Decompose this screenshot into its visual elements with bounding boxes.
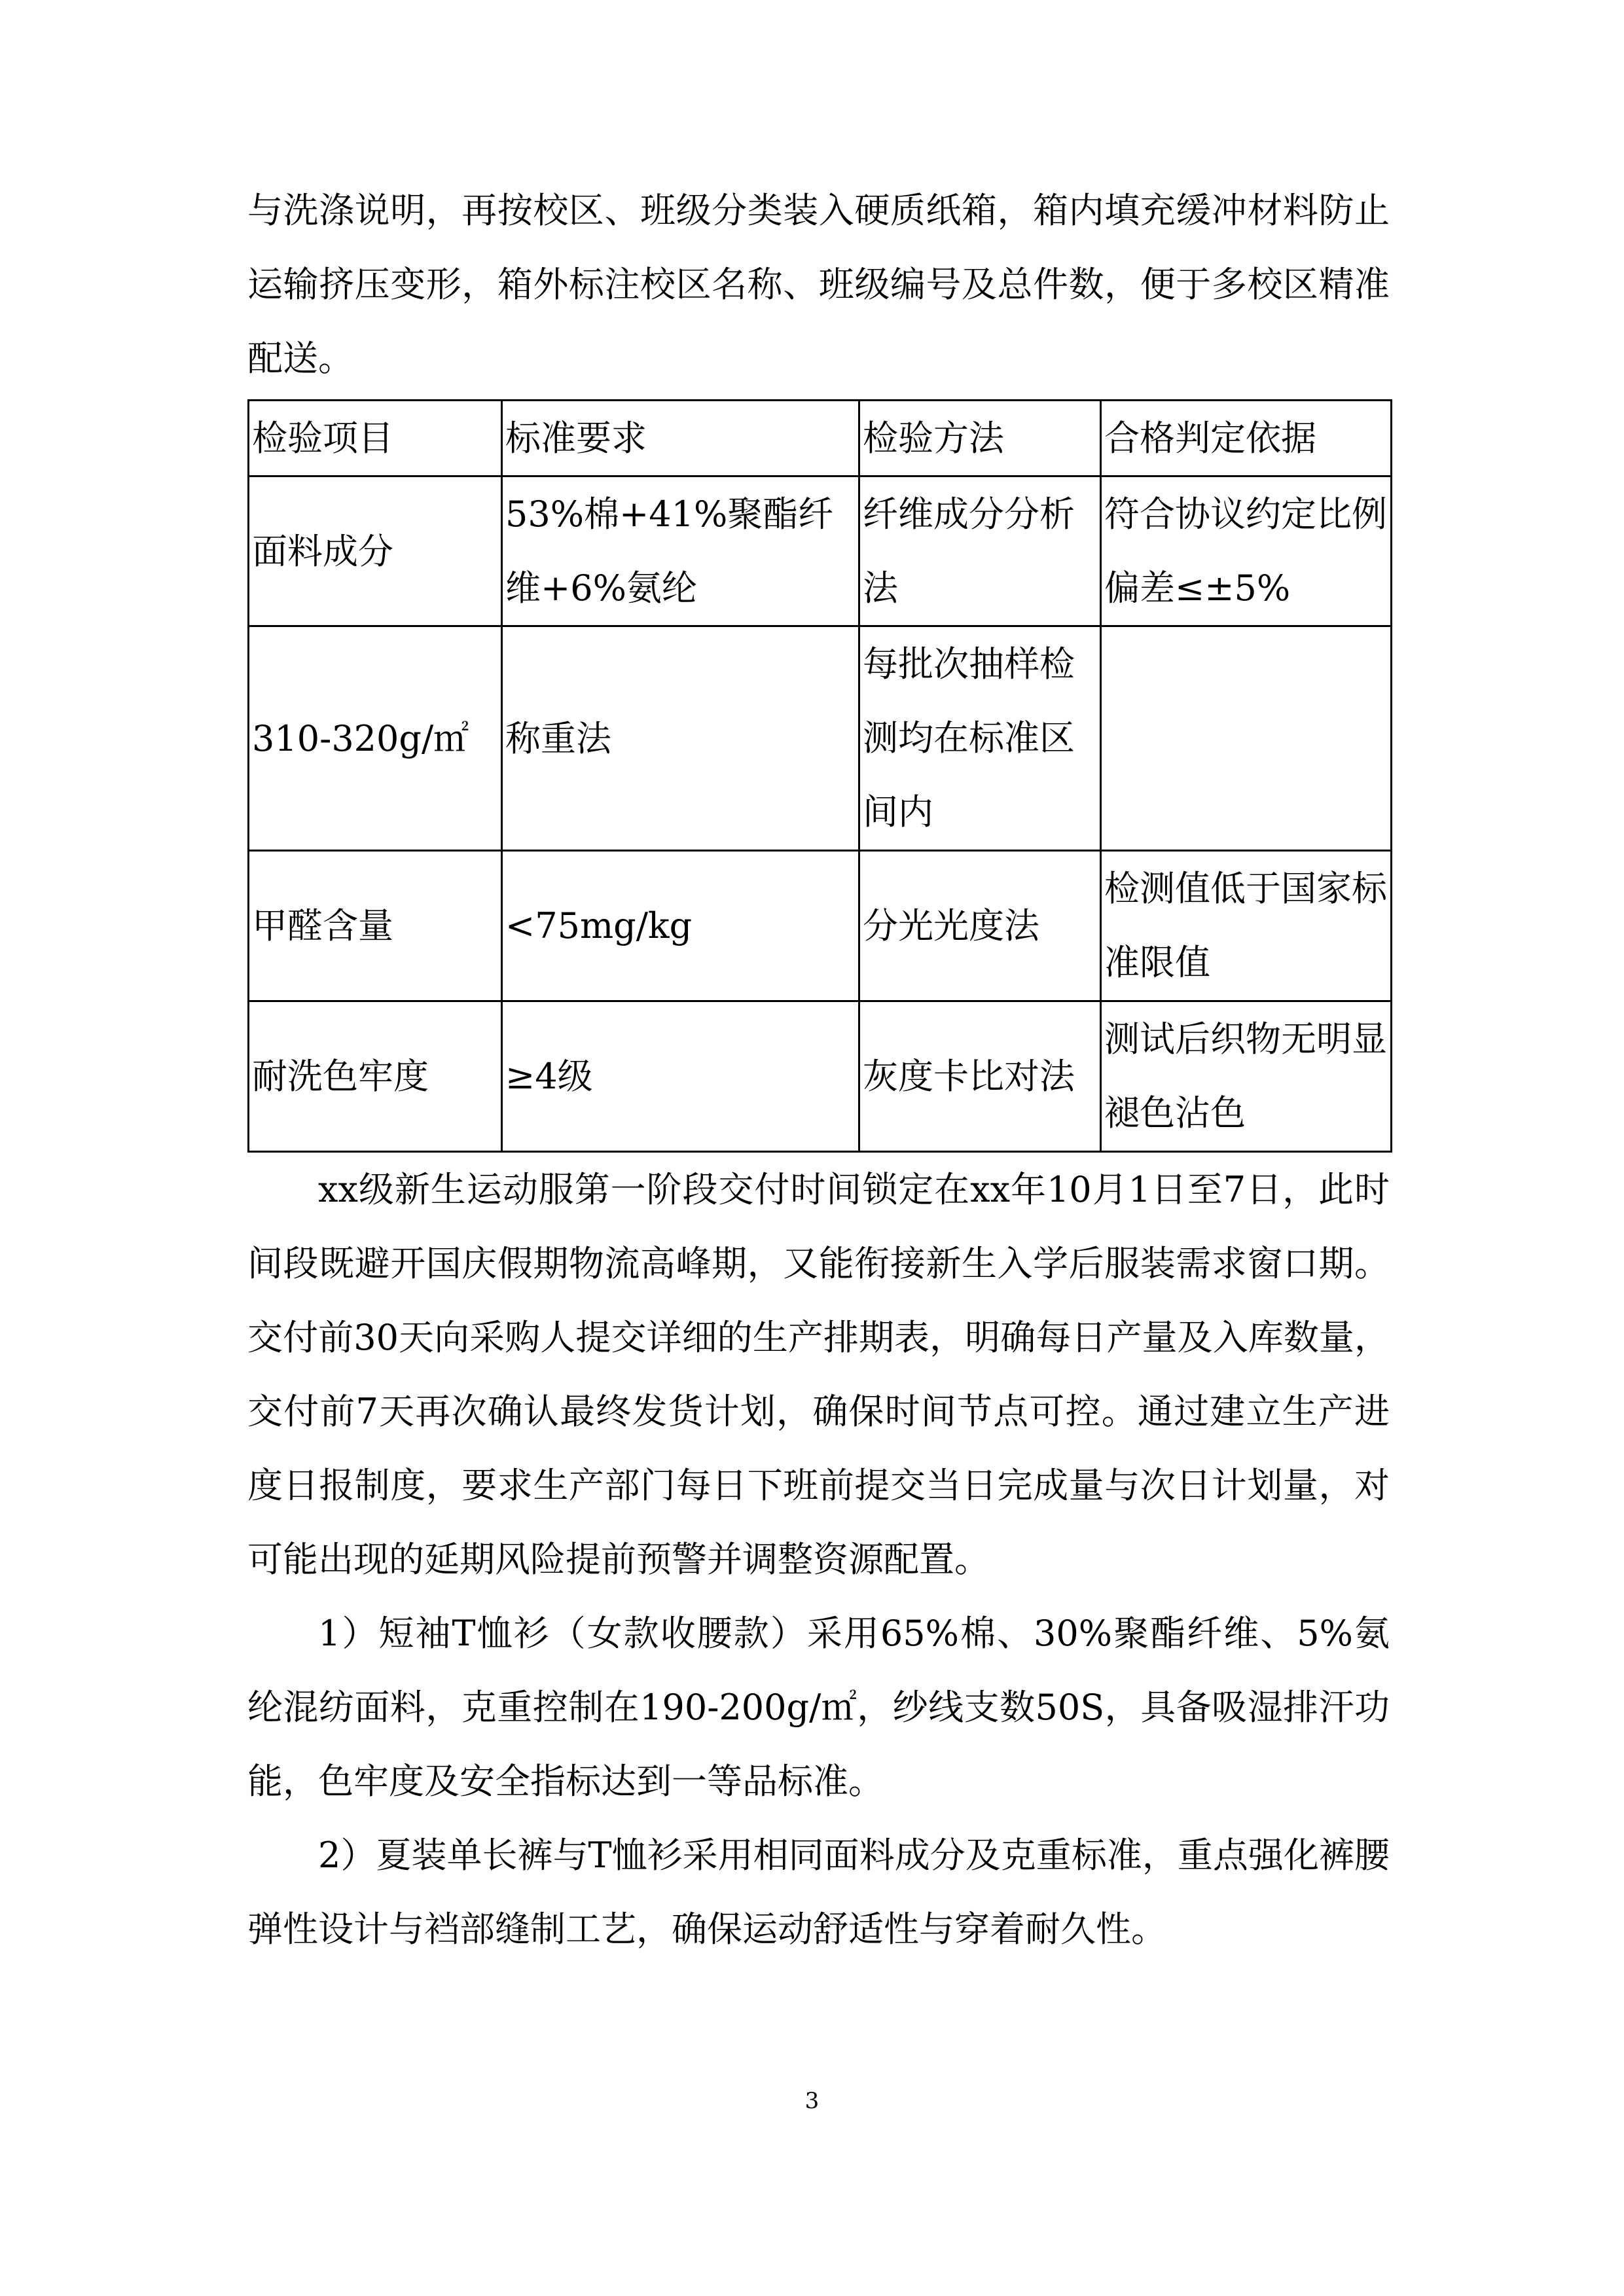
table-cell: 分光光度法 <box>859 851 1101 1001</box>
header-inspection-method: 检验方法 <box>859 401 1101 476</box>
intro-paragraph: 与洗涤说明，再按校区、班级分类装入硬质纸箱，箱内填充缓冲材料防止运输挤压变形，箱外标注校区名称、班级编号及总件数，便于多校区精准配送。 <box>247 190 1390 379</box>
pants-spec-paragraph: 2）夏装单长裤与T恤衫采用相同面料成分及克重标准，重点强化裤腰弹性设计与裆部缝制工艺，确保运动舒适性与穿着耐久性。 <box>247 1835 1390 1950</box>
table-row <box>249 626 1392 851</box>
header-acceptance-basis: 合格判定依据 <box>1101 401 1392 476</box>
table-cell: 面料成分 <box>249 476 502 626</box>
table-cell: ≥4级 <box>502 1001 859 1152</box>
table-cell: 53%棉+41%聚酯纤维+6%氨纶 <box>502 476 859 626</box>
table-cell: 检测值低于国家标准限值 <box>1101 851 1392 1001</box>
table-cell <box>1101 626 1392 851</box>
inspection-table <box>247 399 1392 1153</box>
table-cell: 每批次抽样检测均在标准区间内 <box>859 626 1101 851</box>
table-cell: 符合协议约定比例偏差≤±5% <box>1101 476 1392 626</box>
table-cell: <75mg/kg <box>502 851 859 1001</box>
table-cell: 灰度卡比对法 <box>859 1001 1101 1152</box>
delivery-paragraph: xx级新生运动服第一阶段交付时间锁定在xx年10月1日至7日，此时间段既避开国庆假期物流高峰期，又能衔接新生入学后服装需求窗口期。交付前30天向采购人提交详细的生产排期表，明确每日产量及入库数量，交付前7天再次确认最终发货计划，确保时间节点可控。通过建立生产进度日报制度，要求生产部门每日下班前提交当日完成量与次日计划量，对可能出现的延期风险提前预警并调整资源配置。 <box>247 1169 1390 1580</box>
table-row <box>249 1001 1392 1152</box>
table-header-row <box>249 401 1392 476</box>
table-cell: 310-320g/㎡ <box>249 626 502 851</box>
table-cell: 甲醛含量 <box>249 851 502 1001</box>
page-number: 3 <box>804 2088 820 2114</box>
table-cell: 耐洗色牢度 <box>249 1001 502 1152</box>
table-row <box>249 851 1392 1001</box>
table-cell: 纤维成分分析法 <box>859 476 1101 626</box>
table-row <box>249 476 1392 626</box>
page-content <box>247 173 1390 1966</box>
table-cell: 测试后织物无明显褪色沾色 <box>1101 1001 1392 1152</box>
header-inspection-item: 检验项目 <box>249 401 502 476</box>
tshirt-spec-paragraph: 1）短袖T恤衫（女款收腰款）采用65%棉、30%聚酯纤维、5%氨纶混纺面料，克重控制在190-200g/㎡，纱线支数50S，具备吸湿排汗功能，色牢度及安全指标达到一等品标准。 <box>247 1613 1390 1802</box>
table-cell: 称重法 <box>502 626 859 851</box>
header-standard-requirement: 标准要求 <box>502 401 859 476</box>
